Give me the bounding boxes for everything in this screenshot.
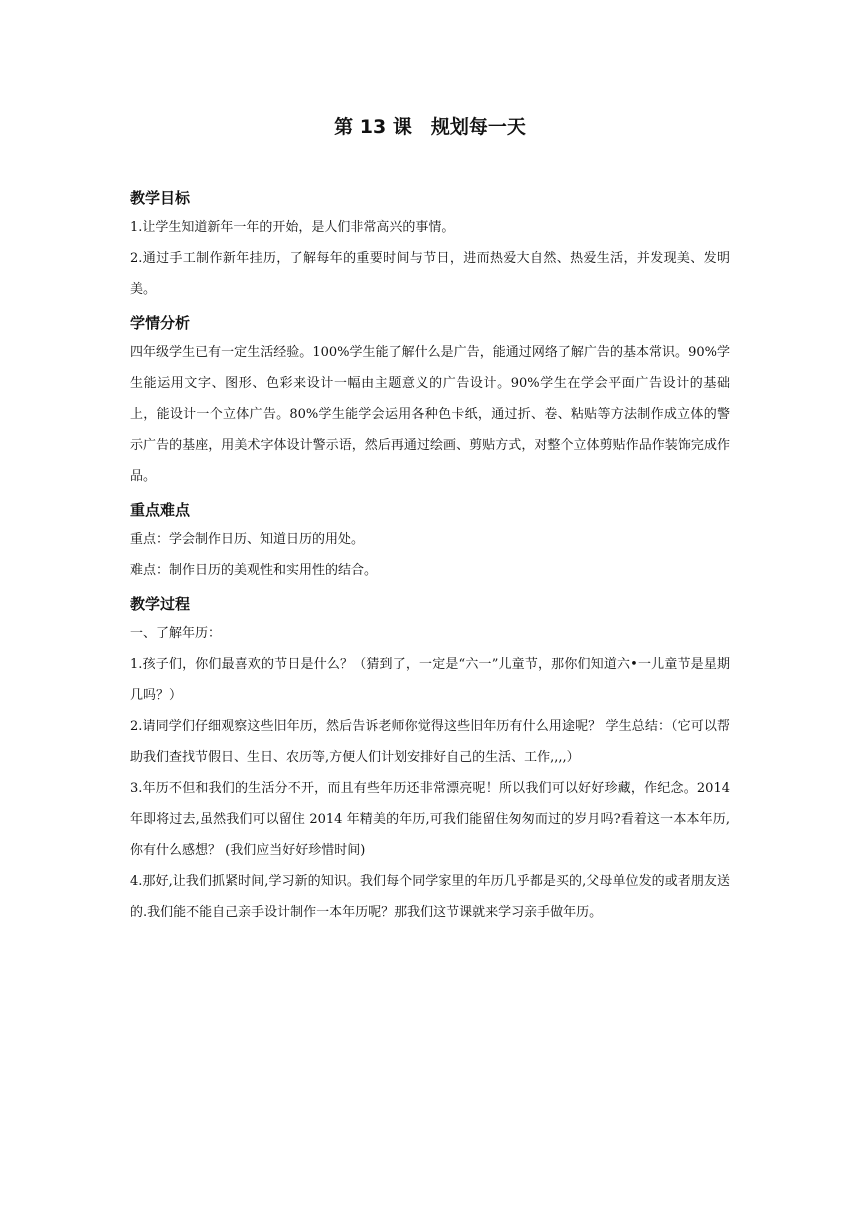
- section-heading: 教学过程: [130, 595, 191, 613]
- paragraph: 1.孩子们，你们最喜欢的节日是什么？（猜到了，一定是“六一”儿童节，那你们知道六•一儿童节是星期几吗？）: [130, 657, 730, 703]
- paragraph: 重点：学会制作日历、知道日历的用处。: [130, 532, 365, 547]
- section-student-analysis: [130, 311, 730, 492]
- paragraph: 4.那好,让我们抓紧时间,学习新的知识。我们每个同学家里的年历几乎都是买的,父母单位发的或者朋友送的.我们能不能自己亲手设计制作一本年历呢？那我们这节课就来学习亲手做年历。: [130, 874, 730, 920]
- section-heading: 学情分析: [130, 314, 191, 332]
- section-teaching-goals: [130, 186, 730, 305]
- paragraph: 2.请同学们仔细观察这些旧年历，然后告诉老师你觉得这些旧年历有什么用途呢？ 学生总结：（它可以帮助我们查找节假日、生日、农历等,方便人们计划安排好自己的生活、工作,,,,）: [130, 719, 730, 765]
- paragraph: 难点：制作日历的美观性和实用性的结合。: [130, 563, 378, 578]
- paragraph: 3.年历不但和我们的生活分不开，而且有些年历还非常漂亮呢！所以我们可以好好珍藏，作纪念。2014 年即将过去,虽然我们可以留住 2014 年精美的年历,可我们能留住匆匆而过的岁月吗?看着这一本本年历,你有什么感想？ (我们应当好好珍惜时间): [130, 781, 730, 858]
- section-heading: 教学目标: [130, 189, 191, 207]
- paragraph: 2.通过手工制作新年挂历，了解每年的重要时间与节日，进而热爱大自然、热爱生活，并发现美、发明美。: [130, 251, 730, 297]
- document-page: [130, 112, 730, 934]
- document-title: 第 13 课 规划每一天: [334, 116, 526, 138]
- paragraph: 一、了解年历：: [130, 626, 222, 641]
- paragraph: 1.让学生知道新年一年的开始，是人们非常高兴的事情。: [130, 220, 455, 235]
- section-heading: 重点难点: [130, 501, 191, 519]
- section-teaching-process: [130, 592, 730, 928]
- paragraph: 四年级学生已有一定生活经验。100%学生能了解什么是广告，能通过网络了解广告的基本常识。90%学生能运用文字、图形、色彩来设计一幅由主题意义的广告设计。90%学生在学会平面广告设计的基础上，能设计一个立体广告。80%学生能学会运用各种色卡纸，通过折、卷、粘贴等方法制作成立体的警示广告的基座，用美术字体设计警示语，然后再通过绘画、剪贴方式，对整个立体剪贴作品作装饰完成作品。: [130, 345, 730, 484]
- section-key-points: [130, 498, 730, 586]
